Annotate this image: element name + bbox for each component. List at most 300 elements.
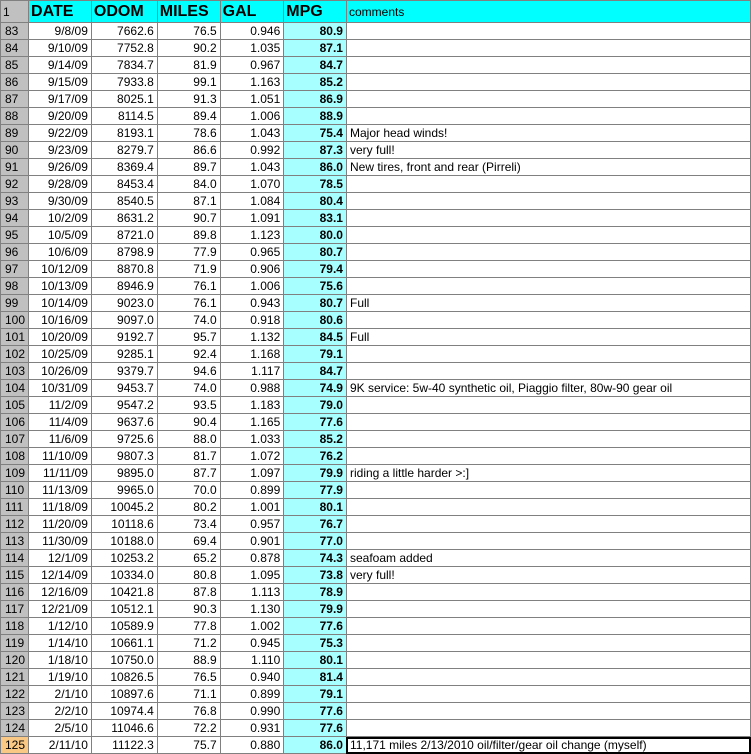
cell-miles[interactable]: 71.9	[157, 261, 220, 278]
row-number[interactable]: 105	[1, 397, 29, 414]
cell-date[interactable]: 12/21/09	[29, 601, 92, 618]
cell-comment[interactable]	[346, 57, 750, 74]
cell-mpg[interactable]: 77.0	[284, 533, 347, 550]
cell-miles[interactable]: 77.8	[157, 618, 220, 635]
cell-miles[interactable]: 92.4	[157, 346, 220, 363]
cell-gal[interactable]: 0.931	[220, 720, 284, 737]
row-number[interactable]: 83	[1, 23, 29, 40]
cell-miles[interactable]: 87.1	[157, 193, 220, 210]
cell-miles[interactable]: 78.6	[157, 125, 220, 142]
cell-date[interactable]: 12/16/09	[29, 584, 92, 601]
cell-gal[interactable]: 1.033	[220, 431, 284, 448]
cell-mpg[interactable]: 79.9	[284, 465, 347, 482]
cell-miles[interactable]: 89.4	[157, 108, 220, 125]
row-number[interactable]: 115	[1, 567, 29, 584]
row-number[interactable]: 114	[1, 550, 29, 567]
cell-date[interactable]: 9/23/09	[29, 142, 92, 159]
cell-gal[interactable]: 1.130	[220, 601, 284, 618]
cell-gal[interactable]: 1.110	[220, 652, 284, 669]
cell-mpg[interactable]: 75.4	[284, 125, 347, 142]
cell-odom[interactable]: 8279.7	[91, 142, 157, 159]
cell-mpg[interactable]: 79.1	[284, 346, 347, 363]
cell-mpg[interactable]: 75.6	[284, 278, 347, 295]
cell-odom[interactable]: 9097.0	[91, 312, 157, 329]
row-number[interactable]: 121	[1, 669, 29, 686]
cell-odom[interactable]: 8193.1	[91, 125, 157, 142]
cell-comment[interactable]	[346, 584, 750, 601]
cell-odom[interactable]: 10188.0	[91, 533, 157, 550]
cell-gal[interactable]: 0.899	[220, 482, 284, 499]
row-number[interactable]: 88	[1, 108, 29, 125]
cell-gal[interactable]: 0.990	[220, 703, 284, 720]
cell-gal[interactable]: 0.899	[220, 686, 284, 703]
cell-date[interactable]: 10/20/09	[29, 329, 92, 346]
cell-odom[interactable]: 9285.1	[91, 346, 157, 363]
cell-miles[interactable]: 71.2	[157, 635, 220, 652]
cell-miles[interactable]: 88.9	[157, 652, 220, 669]
cell-date[interactable]: 10/2/09	[29, 210, 92, 227]
cell-gal[interactable]: 1.043	[220, 125, 284, 142]
row-number[interactable]: 125	[1, 737, 29, 754]
cell-date[interactable]: 11/20/09	[29, 516, 92, 533]
cell-date[interactable]: 10/12/09	[29, 261, 92, 278]
row-number[interactable]: 94	[1, 210, 29, 227]
cell-gal[interactable]: 1.163	[220, 74, 284, 91]
header-miles[interactable]: MILES	[157, 1, 220, 23]
cell-mpg[interactable]: 85.2	[284, 74, 347, 91]
cell-date[interactable]: 11/11/09	[29, 465, 92, 482]
cell-odom[interactable]: 8540.5	[91, 193, 157, 210]
cell-date[interactable]: 10/16/09	[29, 312, 92, 329]
cell-mpg[interactable]: 79.9	[284, 601, 347, 618]
cell-comment[interactable]: 11,171 miles 2/13/2010 oil/filter/gear oil change (myself)	[346, 737, 750, 754]
cell-gal[interactable]: 1.006	[220, 108, 284, 125]
row-number[interactable]: 120	[1, 652, 29, 669]
row-number[interactable]: 87	[1, 91, 29, 108]
cell-gal[interactable]: 1.095	[220, 567, 284, 584]
cell-date[interactable]: 11/18/09	[29, 499, 92, 516]
cell-mpg[interactable]: 80.7	[284, 244, 347, 261]
cell-comment[interactable]	[346, 601, 750, 618]
cell-mpg[interactable]: 73.8	[284, 567, 347, 584]
cell-gal[interactable]: 1.070	[220, 176, 284, 193]
row-number[interactable]: 85	[1, 57, 29, 74]
cell-comment[interactable]	[346, 669, 750, 686]
row-number[interactable]: 86	[1, 74, 29, 91]
cell-odom[interactable]: 10826.5	[91, 669, 157, 686]
cell-comment[interactable]: Full	[346, 329, 750, 346]
row-number[interactable]: 102	[1, 346, 29, 363]
cell-comment[interactable]	[346, 652, 750, 669]
row-number[interactable]: 91	[1, 159, 29, 176]
row-number[interactable]: 103	[1, 363, 29, 380]
cell-date[interactable]: 1/19/10	[29, 669, 92, 686]
cell-odom[interactable]: 10750.0	[91, 652, 157, 669]
cell-odom[interactable]: 11122.3	[91, 737, 157, 754]
cell-odom[interactable]: 10974.4	[91, 703, 157, 720]
cell-mpg[interactable]: 85.2	[284, 431, 347, 448]
cell-date[interactable]: 12/1/09	[29, 550, 92, 567]
cell-odom[interactable]: 9807.3	[91, 448, 157, 465]
cell-miles[interactable]: 90.3	[157, 601, 220, 618]
row-number[interactable]: 116	[1, 584, 29, 601]
cell-odom[interactable]: 10897.6	[91, 686, 157, 703]
cell-comment[interactable]: 9K service: 5w-40 synthetic oil, Piaggio filter, 80w-90 gear oil	[346, 380, 750, 397]
cell-gal[interactable]: 0.967	[220, 57, 284, 74]
row-number[interactable]: 100	[1, 312, 29, 329]
row-number[interactable]: 113	[1, 533, 29, 550]
cell-mpg[interactable]: 74.9	[284, 380, 347, 397]
cell-mpg[interactable]: 86.0	[284, 159, 347, 176]
cell-mpg[interactable]: 80.9	[284, 23, 347, 40]
cell-comment[interactable]: very full!	[346, 567, 750, 584]
cell-miles[interactable]: 84.0	[157, 176, 220, 193]
row-number[interactable]: 84	[1, 40, 29, 57]
cell-comment[interactable]	[346, 635, 750, 652]
cell-miles[interactable]: 91.3	[157, 91, 220, 108]
row-number[interactable]: 122	[1, 686, 29, 703]
cell-mpg[interactable]: 74.3	[284, 550, 347, 567]
cell-odom[interactable]: 10512.1	[91, 601, 157, 618]
cell-miles[interactable]: 74.0	[157, 380, 220, 397]
cell-comment[interactable]	[346, 482, 750, 499]
cell-date[interactable]: 10/13/09	[29, 278, 92, 295]
cell-miles[interactable]: 76.5	[157, 23, 220, 40]
cell-date[interactable]: 11/13/09	[29, 482, 92, 499]
cell-miles[interactable]: 90.7	[157, 210, 220, 227]
cell-miles[interactable]: 89.8	[157, 227, 220, 244]
cell-mpg[interactable]: 86.0	[284, 737, 347, 754]
cell-date[interactable]: 10/31/09	[29, 380, 92, 397]
cell-miles[interactable]: 70.0	[157, 482, 220, 499]
cell-miles[interactable]: 87.8	[157, 584, 220, 601]
cell-comment[interactable]	[346, 448, 750, 465]
cell-gal[interactable]: 1.117	[220, 363, 284, 380]
cell-date[interactable]: 10/14/09	[29, 295, 92, 312]
cell-odom[interactable]: 8798.9	[91, 244, 157, 261]
cell-gal[interactable]: 1.043	[220, 159, 284, 176]
row-number[interactable]: 123	[1, 703, 29, 720]
cell-mpg[interactable]: 77.6	[284, 703, 347, 720]
row-number[interactable]: 110	[1, 482, 29, 499]
cell-odom[interactable]: 8453.4	[91, 176, 157, 193]
cell-mpg[interactable]: 80.0	[284, 227, 347, 244]
cell-miles[interactable]: 77.9	[157, 244, 220, 261]
cell-comment[interactable]	[346, 516, 750, 533]
cell-mpg[interactable]: 76.2	[284, 448, 347, 465]
cell-mpg[interactable]: 76.7	[284, 516, 347, 533]
cell-mpg[interactable]: 80.1	[284, 652, 347, 669]
cell-gal[interactable]: 0.878	[220, 550, 284, 567]
cell-gal[interactable]: 1.006	[220, 278, 284, 295]
cell-miles[interactable]: 94.6	[157, 363, 220, 380]
cell-date[interactable]: 1/12/10	[29, 618, 92, 635]
cell-comment[interactable]: Full	[346, 295, 750, 312]
cell-comment[interactable]	[346, 210, 750, 227]
row-number[interactable]: 92	[1, 176, 29, 193]
cell-comment[interactable]	[346, 91, 750, 108]
cell-date[interactable]: 2/5/10	[29, 720, 92, 737]
cell-date[interactable]: 9/14/09	[29, 57, 92, 74]
cell-mpg[interactable]: 81.4	[284, 669, 347, 686]
row-number[interactable]: 98	[1, 278, 29, 295]
cell-gal[interactable]: 0.940	[220, 669, 284, 686]
cell-date[interactable]: 9/17/09	[29, 91, 92, 108]
cell-comment[interactable]	[346, 176, 750, 193]
cell-odom[interactable]: 7933.8	[91, 74, 157, 91]
cell-gal[interactable]: 1.091	[220, 210, 284, 227]
cell-gal[interactable]: 1.165	[220, 414, 284, 431]
cell-odom[interactable]: 7752.8	[91, 40, 157, 57]
cell-miles[interactable]: 80.8	[157, 567, 220, 584]
cell-date[interactable]: 9/8/09	[29, 23, 92, 40]
cell-mpg[interactable]: 87.3	[284, 142, 347, 159]
cell-odom[interactable]: 8721.0	[91, 227, 157, 244]
cell-date[interactable]: 10/5/09	[29, 227, 92, 244]
row-number[interactable]: 95	[1, 227, 29, 244]
cell-gal[interactable]: 1.132	[220, 329, 284, 346]
cell-gal[interactable]: 1.002	[220, 618, 284, 635]
cell-comment[interactable]	[346, 686, 750, 703]
cell-gal[interactable]: 0.946	[220, 23, 284, 40]
cell-odom[interactable]: 8114.5	[91, 108, 157, 125]
cell-odom[interactable]: 9192.7	[91, 329, 157, 346]
row-number[interactable]: 93	[1, 193, 29, 210]
cell-mpg[interactable]: 83.1	[284, 210, 347, 227]
cell-gal[interactable]: 1.051	[220, 91, 284, 108]
cell-date[interactable]: 12/14/09	[29, 567, 92, 584]
cell-comment[interactable]: very full!	[346, 142, 750, 159]
cell-miles[interactable]: 87.7	[157, 465, 220, 482]
cell-mpg[interactable]: 77.9	[284, 482, 347, 499]
cell-comment[interactable]	[346, 346, 750, 363]
cell-date[interactable]: 11/2/09	[29, 397, 92, 414]
cell-miles[interactable]: 81.7	[157, 448, 220, 465]
cell-mpg[interactable]: 88.9	[284, 108, 347, 125]
cell-miles[interactable]: 71.1	[157, 686, 220, 703]
row-number[interactable]: 101	[1, 329, 29, 346]
cell-mpg[interactable]: 80.6	[284, 312, 347, 329]
row-number[interactable]: 96	[1, 244, 29, 261]
cell-date[interactable]: 2/2/10	[29, 703, 92, 720]
cell-odom[interactable]: 9547.2	[91, 397, 157, 414]
cell-mpg[interactable]: 78.5	[284, 176, 347, 193]
cell-date[interactable]: 2/1/10	[29, 686, 92, 703]
cell-comment[interactable]: riding a little harder >:]	[346, 465, 750, 482]
cell-gal[interactable]: 1.097	[220, 465, 284, 482]
cell-miles[interactable]: 89.7	[157, 159, 220, 176]
cell-date[interactable]: 11/10/09	[29, 448, 92, 465]
cell-comment[interactable]	[346, 74, 750, 91]
row-number-header[interactable]: 1	[1, 1, 29, 23]
header-date[interactable]: DATE	[29, 1, 92, 23]
cell-odom[interactable]: 8025.1	[91, 91, 157, 108]
cell-gal[interactable]: 1.035	[220, 40, 284, 57]
cell-mpg[interactable]: 80.7	[284, 295, 347, 312]
cell-odom[interactable]: 8631.2	[91, 210, 157, 227]
cell-odom[interactable]: 8369.4	[91, 159, 157, 176]
cell-gal[interactable]: 0.945	[220, 635, 284, 652]
row-number[interactable]: 90	[1, 142, 29, 159]
cell-gal[interactable]: 1.084	[220, 193, 284, 210]
cell-miles[interactable]: 93.5	[157, 397, 220, 414]
cell-miles[interactable]: 65.2	[157, 550, 220, 567]
row-number[interactable]: 117	[1, 601, 29, 618]
cell-mpg[interactable]: 77.6	[284, 720, 347, 737]
cell-date[interactable]: 10/6/09	[29, 244, 92, 261]
cell-date[interactable]: 2/11/10	[29, 737, 92, 754]
cell-miles[interactable]: 76.1	[157, 278, 220, 295]
cell-comment[interactable]	[346, 363, 750, 380]
cell-miles[interactable]: 76.5	[157, 669, 220, 686]
header-gal[interactable]: GAL	[220, 1, 284, 23]
row-number[interactable]: 119	[1, 635, 29, 652]
cell-miles[interactable]: 95.7	[157, 329, 220, 346]
cell-gal[interactable]: 0.957	[220, 516, 284, 533]
row-number[interactable]: 124	[1, 720, 29, 737]
cell-miles[interactable]: 90.2	[157, 40, 220, 57]
cell-date[interactable]: 1/14/10	[29, 635, 92, 652]
cell-gal[interactable]: 1.183	[220, 397, 284, 414]
cell-date[interactable]: 11/6/09	[29, 431, 92, 448]
header-comments[interactable]: comments	[346, 1, 750, 23]
cell-mpg[interactable]: 80.1	[284, 499, 347, 516]
cell-mpg[interactable]: 79.0	[284, 397, 347, 414]
cell-comment[interactable]	[346, 244, 750, 261]
cell-miles[interactable]: 76.8	[157, 703, 220, 720]
cell-gal[interactable]: 0.880	[220, 737, 284, 754]
cell-miles[interactable]: 81.9	[157, 57, 220, 74]
cell-comment[interactable]	[346, 23, 750, 40]
cell-miles[interactable]: 88.0	[157, 431, 220, 448]
cell-comment[interactable]	[346, 431, 750, 448]
row-number[interactable]: 108	[1, 448, 29, 465]
cell-mpg[interactable]: 77.6	[284, 618, 347, 635]
cell-gal[interactable]: 1.072	[220, 448, 284, 465]
cell-odom[interactable]: 10334.0	[91, 567, 157, 584]
row-number[interactable]: 111	[1, 499, 29, 516]
cell-mpg[interactable]: 84.5	[284, 329, 347, 346]
cell-gal[interactable]: 0.992	[220, 142, 284, 159]
row-number[interactable]: 89	[1, 125, 29, 142]
cell-odom[interactable]: 8870.8	[91, 261, 157, 278]
cell-miles[interactable]: 69.4	[157, 533, 220, 550]
cell-gal[interactable]: 1.113	[220, 584, 284, 601]
cell-comment[interactable]	[346, 278, 750, 295]
cell-date[interactable]: 10/25/09	[29, 346, 92, 363]
cell-comment[interactable]	[346, 414, 750, 431]
cell-comment[interactable]	[346, 312, 750, 329]
cell-gal[interactable]: 0.918	[220, 312, 284, 329]
cell-gal[interactable]: 0.906	[220, 261, 284, 278]
cell-odom[interactable]: 9725.6	[91, 431, 157, 448]
cell-gal[interactable]: 0.965	[220, 244, 284, 261]
cell-odom[interactable]: 9637.6	[91, 414, 157, 431]
row-number[interactable]: 104	[1, 380, 29, 397]
cell-date[interactable]: 9/20/09	[29, 108, 92, 125]
cell-date[interactable]: 9/10/09	[29, 40, 92, 57]
cell-odom[interactable]: 9023.0	[91, 295, 157, 312]
cell-mpg[interactable]: 84.7	[284, 363, 347, 380]
cell-date[interactable]: 11/30/09	[29, 533, 92, 550]
row-number[interactable]: 107	[1, 431, 29, 448]
cell-mpg[interactable]: 87.1	[284, 40, 347, 57]
cell-odom[interactable]: 9379.7	[91, 363, 157, 380]
cell-date[interactable]: 9/22/09	[29, 125, 92, 142]
cell-gal[interactable]: 1.001	[220, 499, 284, 516]
cell-mpg[interactable]: 78.9	[284, 584, 347, 601]
cell-gal[interactable]: 1.123	[220, 227, 284, 244]
cell-mpg[interactable]: 79.1	[284, 686, 347, 703]
cell-date[interactable]: 9/26/09	[29, 159, 92, 176]
cell-gal[interactable]: 0.943	[220, 295, 284, 312]
cell-odom[interactable]: 10253.2	[91, 550, 157, 567]
row-number[interactable]: 112	[1, 516, 29, 533]
cell-odom[interactable]: 8946.9	[91, 278, 157, 295]
cell-date[interactable]: 10/26/09	[29, 363, 92, 380]
cell-comment[interactable]	[346, 193, 750, 210]
cell-comment[interactable]: seafoam added	[346, 550, 750, 567]
cell-comment[interactable]	[346, 618, 750, 635]
cell-mpg[interactable]: 84.7	[284, 57, 347, 74]
cell-odom[interactable]: 9895.0	[91, 465, 157, 482]
row-number[interactable]: 109	[1, 465, 29, 482]
cell-miles[interactable]: 80.2	[157, 499, 220, 516]
cell-miles[interactable]: 73.4	[157, 516, 220, 533]
cell-odom[interactable]: 10661.1	[91, 635, 157, 652]
cell-comment[interactable]	[346, 40, 750, 57]
cell-odom[interactable]: 7662.6	[91, 23, 157, 40]
cell-miles[interactable]: 74.0	[157, 312, 220, 329]
row-number[interactable]: 106	[1, 414, 29, 431]
cell-mpg[interactable]: 77.6	[284, 414, 347, 431]
cell-mpg[interactable]: 80.4	[284, 193, 347, 210]
cell-mpg[interactable]: 75.3	[284, 635, 347, 652]
cell-gal[interactable]: 1.168	[220, 346, 284, 363]
cell-date[interactable]: 9/15/09	[29, 74, 92, 91]
cell-mpg[interactable]: 79.4	[284, 261, 347, 278]
cell-gal[interactable]: 0.901	[220, 533, 284, 550]
cell-gal[interactable]: 0.988	[220, 380, 284, 397]
cell-odom[interactable]: 7834.7	[91, 57, 157, 74]
cell-miles[interactable]: 76.1	[157, 295, 220, 312]
cell-odom[interactable]: 9453.7	[91, 380, 157, 397]
cell-comment[interactable]	[346, 397, 750, 414]
cell-mpg[interactable]: 86.9	[284, 91, 347, 108]
cell-odom[interactable]: 10118.6	[91, 516, 157, 533]
row-number[interactable]: 118	[1, 618, 29, 635]
cell-odom[interactable]: 10045.2	[91, 499, 157, 516]
cell-comment[interactable]	[346, 108, 750, 125]
row-number[interactable]: 97	[1, 261, 29, 278]
cell-odom[interactable]: 9965.0	[91, 482, 157, 499]
header-odom[interactable]: ODOM	[91, 1, 157, 23]
row-number[interactable]: 99	[1, 295, 29, 312]
cell-date[interactable]: 9/30/09	[29, 193, 92, 210]
cell-odom[interactable]: 10589.9	[91, 618, 157, 635]
cell-comment[interactable]	[346, 261, 750, 278]
cell-comment[interactable]: New tires, front and rear (Pirreli)	[346, 159, 750, 176]
cell-comment[interactable]	[346, 499, 750, 516]
cell-comment[interactable]	[346, 703, 750, 720]
cell-date[interactable]: 9/28/09	[29, 176, 92, 193]
cell-comment[interactable]	[346, 533, 750, 550]
cell-comment[interactable]: Major head winds!	[346, 125, 750, 142]
cell-miles[interactable]: 72.2	[157, 720, 220, 737]
header-mpg[interactable]: MPG	[284, 1, 347, 23]
cell-miles[interactable]: 99.1	[157, 74, 220, 91]
cell-miles[interactable]: 90.4	[157, 414, 220, 431]
